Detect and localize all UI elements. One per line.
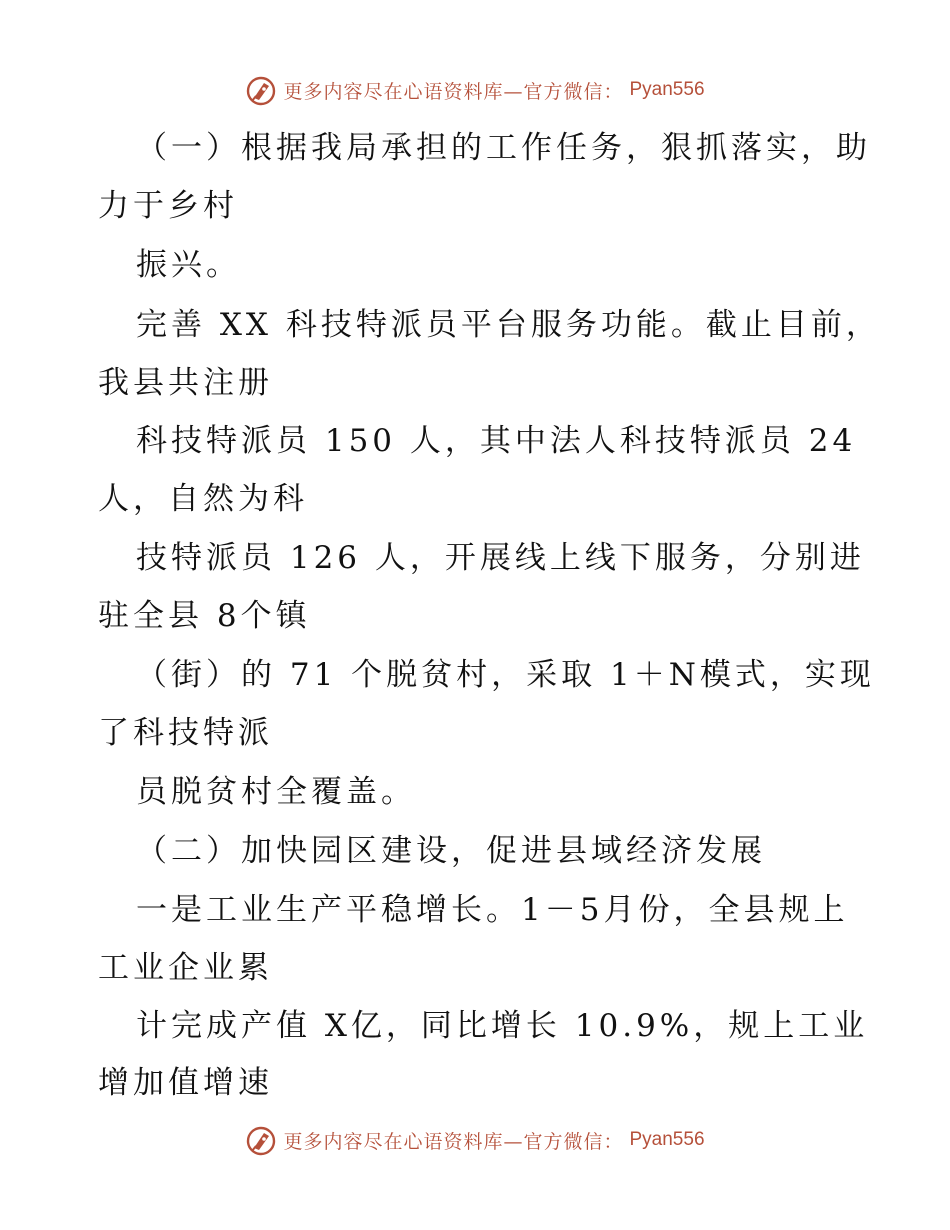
watermark-wechat-id: Pyan556 — [629, 79, 705, 100]
text-line: 了科技特派 — [98, 715, 273, 751]
text-line: 工业企业累 — [98, 950, 273, 986]
watermark-text: 更多内容尽在心语资料库—官方微信： — [283, 1130, 624, 1153]
text-line: 我县共注册 — [98, 365, 273, 401]
text-line: （一）根据我局承担的工作任务，狠抓落实，助 — [136, 130, 871, 166]
watermark-banner-top — [0, 70, 950, 110]
text-line: 增加值增速 — [98, 1065, 273, 1101]
text-line: 人，自然为科 — [98, 481, 308, 517]
watermark-banner-bottom — [0, 1120, 950, 1160]
text-line: 技特派员 126 人，开展线上线下服务，分别进 — [136, 540, 865, 576]
text-line: （二）加快园区建设，促进县域经济发展 — [136, 833, 766, 869]
text-line: 力于乡村 — [98, 188, 238, 224]
text-line: 科技特派员 150 人，其中法人科技特派员 24 — [136, 423, 857, 459]
text-line: 振兴。 — [136, 247, 241, 283]
text-line: 驻全县 8个镇 — [98, 598, 311, 634]
text-line: （街）的 71 个脱贫村，采取 1＋N模式，实现 — [136, 657, 875, 693]
pen-nib-circle-icon — [245, 74, 277, 106]
pen-nib-circle-icon — [245, 1124, 277, 1156]
watermark-text: 更多内容尽在心语资料库—官方微信： — [283, 80, 624, 103]
text-line: 员脱贫村全覆盖。 — [136, 774, 416, 810]
text-line: 计完成产值 X亿，同比增长 10.9%，规上工业 — [136, 1008, 869, 1044]
text-line: 完善 XX 科技特派员平台服务功能。截止目前， — [136, 307, 881, 343]
text-line: 一是工业生产平稳增长。1－5月份，全县规上 — [136, 892, 849, 928]
watermark-wechat-id: Pyan556 — [629, 1129, 705, 1150]
